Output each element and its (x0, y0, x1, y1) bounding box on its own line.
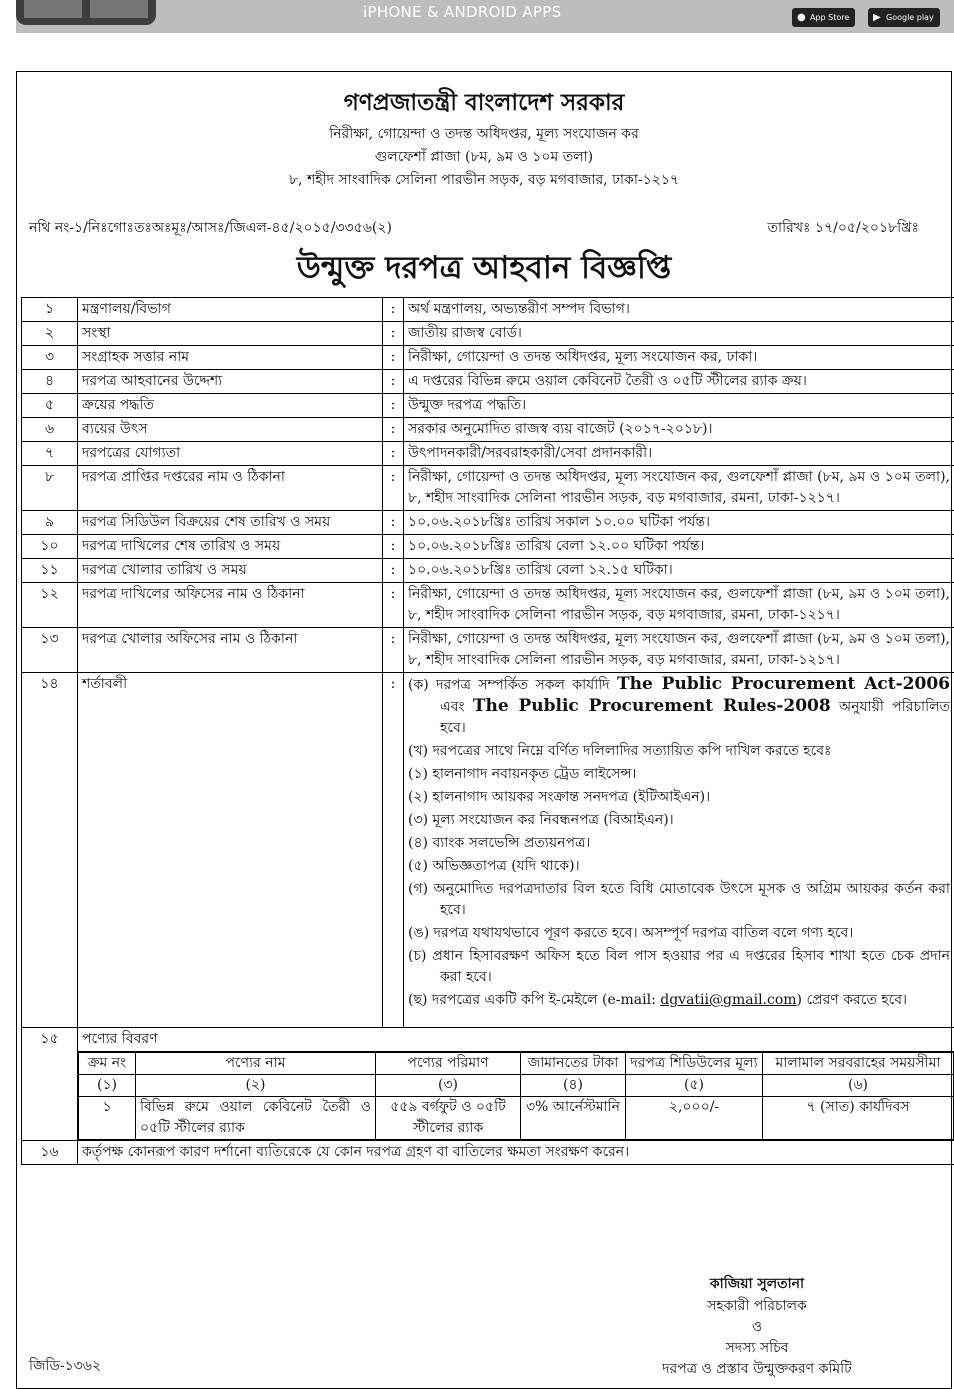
row-colon: : (383, 418, 404, 442)
email-link[interactable]: dgvatii@gmail.com (660, 992, 796, 1008)
goods-table (78, 1052, 954, 1140)
row-number: ১০ (22, 535, 78, 559)
row-number: ১৬ (22, 1141, 78, 1165)
table-row (22, 322, 954, 346)
row-value: অর্থ মন্ত্রণালয়, অভ্যন্তরীণ সম্পদ বিভাগ। (404, 298, 954, 322)
row-colon: : (383, 628, 404, 673)
row-label: মন্ত্রণালয়/বিভাগ (78, 298, 383, 322)
col-number: (৬) (763, 1075, 954, 1097)
govt-title: গণপ্রজাতন্ত্রী বাংলাদেশ সরকার (17, 84, 951, 123)
row-label: দরপত্রের যোগ্যতা (78, 442, 383, 466)
term-5: (চ) প্রধান হিসাবরক্ষণ অফিস হতে বিল পাস হওয়ার পর এ দপ্তরের হিসাব শাখা হতে চেক প্রদান করা হবে। (408, 946, 950, 988)
col-number: (৫) (626, 1075, 763, 1097)
goods-cell-value: ৫৫৯ বর্গফুট ও ০৫টি স্টীলের র‌্যাক (376, 1097, 521, 1140)
row-value: ১০.০৬.২০১৮খ্রিঃ তারিখ সকাল ১০.০০ ঘটিকা পর্যন্ত। (404, 511, 954, 535)
term-4: (ঙ) দরপত্র যথাযথভাবে পূরণ করতে হবে। অসম্পূর্ণ দরপত্র বাতিল বলে গণ্য হবে। (408, 923, 950, 944)
table-row (22, 442, 954, 466)
doc-item-5: (৫) অভিজ্ঞতাপত্র (যদি থাকে)। (408, 856, 950, 877)
col-number: (১) (79, 1075, 136, 1097)
row-value: নিরীক্ষা, গোয়েন্দা ও তদন্ত অধিদপ্তর, মূল্য সংযোজন কর, গুলফেশাঁ প্লাজা (৮ম, ৯ম ও ১০ম তলা), ৮, শহীদ সাংবাদিক সেলিনা পারভীন সড়ক, বড় মগবাজার, রমনা, ঢাকা-১২১৭। (404, 583, 954, 628)
row-number: ১৪ (22, 673, 78, 1028)
row-number: ২ (22, 322, 78, 346)
row-number: ৮ (22, 466, 78, 511)
col-number: (৩) (376, 1075, 521, 1097)
row-label: দরপত্র দাখিলের অফিসের নাম ও ঠিকানা (78, 583, 383, 628)
row-value: নিরীক্ষা, গোয়েন্দা ও তদন্ত অধিদপ্তর, মূল্য সংযোজন কর, গুলফেশাঁ প্লাজা (৮ম, ৯ম ও ১০ম তলা), ৮, শহীদ সাংবাদিক সেলিনা পারভীন সড়ক, বড় মগবাজার, রমনা, ঢাকা-১২১৭। (404, 628, 954, 673)
row-value: এ দপ্তরের বিভিন্ন রুমে ওয়াল কেবিনেট তৈরী ও ০৫টি স্টীলের র‌্যাক ক্রয়। (404, 370, 954, 394)
row-number: ১২ (22, 583, 78, 628)
app-store-badge[interactable]: ● App Store (792, 8, 855, 27)
gd-number: জিডি-১৩৬২ (29, 1354, 101, 1378)
row-colon: : (383, 298, 404, 322)
row-colon: : (383, 583, 404, 628)
table-row (22, 559, 954, 583)
table-row (22, 466, 954, 511)
row-number: ৩ (22, 346, 78, 370)
row-label: ক্রয়ের পদ্ধতি (78, 394, 383, 418)
table-row (22, 535, 954, 559)
notice-date: তারিখঃ ১৭/০৫/২০১৮খ্রিঃ (768, 216, 919, 240)
row-label: দরপত্র খোলার অফিসের নাম ও ঠিকানা (78, 628, 383, 673)
apple-icon: ● (797, 12, 806, 23)
row-value: জাতীয় রাজস্ব বোর্ড। (404, 322, 954, 346)
row-colon: : (383, 370, 404, 394)
row-number: ৯ (22, 511, 78, 535)
col-number: (৪) (521, 1075, 626, 1097)
row-colon: : (383, 535, 404, 559)
doc-item-3: (৩) মূল্য সংযোজন কর নিবন্ধনপত্র (বিআইএন)। (408, 810, 950, 831)
table-row (22, 394, 954, 418)
term-3: (গ) অনুমোদিত দরপত্রদাতার বিল হতে বিধি মোতাবেক উৎসে মূসক ও অগ্রিম আয়কর কর্তন করা হবে। (408, 879, 950, 921)
row-label: দরপত্র সিডিউল বিক্রয়ের শেষ তারিখ ও সময় (78, 511, 383, 535)
terms-cell (404, 673, 954, 1028)
signatory-name: কাজিয়া সুলতানা (627, 1272, 887, 1296)
row-number: ৪ (22, 370, 78, 394)
row-number: ১১ (22, 559, 78, 583)
row-value: উন্মুক্ত দরপত্র পদ্ধতি। (404, 394, 954, 418)
row-label: দরপত্র আহবানের উদ্দেশ্য (78, 370, 383, 394)
row-colon: : (383, 559, 404, 583)
table-row (22, 1028, 954, 1052)
goods-label: পণ্যের বিবরণ (78, 1028, 954, 1052)
term-1: (ক) দরপত্র সম্পর্কিত সকল কার্যাদি The Public Procurement Act-2006 এবং The Public Procurement Rules-2008 অনুযায়ী পরিচালিত হবে। (408, 674, 950, 739)
goods-data-row (79, 1097, 954, 1140)
tender-rows (22, 298, 954, 1165)
row-label: দরপত্র দাখিলের শেষ তারিখ ও সময় (78, 535, 383, 559)
goods-header: জামানতের টাকা (521, 1053, 626, 1075)
row-value: উৎপাদনকারী/সরবরাহকারী/সেবা প্রদানকারী। (404, 442, 954, 466)
goods-cell-value: ১ (79, 1097, 136, 1140)
row-colon: : (383, 346, 404, 370)
building-name: গুলফেশাঁ প্লাজা (৮ম, ৯ম ও ১০ম তলা) (17, 145, 951, 169)
doc-item-2: (২) হালনাগাদ আয়কর সংক্রান্ত সনদপত্র (ইটিআইএন)। (408, 787, 950, 808)
goods-header: পণ্যের পরিমাণ (376, 1053, 521, 1075)
play-icon: ▶ (873, 12, 881, 23)
table-row (22, 628, 954, 673)
row-colon: : (383, 442, 404, 466)
goods-header-row (79, 1053, 954, 1075)
term-2: (খ) দরপত্রের সাথে নিম্নে বর্ণিত দলিলাদির সত্যায়িত কপি দাখিল করতে হবেঃ (408, 741, 950, 762)
address: ৮, শহীদ সাংবাদিক সেলিনা পারভীন সড়ক, বড় মগবাজার, ঢাকা-১২১৭ (17, 168, 951, 192)
row-colon: : (383, 394, 404, 418)
row-label: শর্তাবলী (78, 673, 383, 1028)
apps-banner-text: iPHONE & ANDROID APPS (363, 3, 561, 21)
table-row (22, 583, 954, 628)
row-number: ১৩ (22, 628, 78, 673)
goods-cell-value: ৭ (সাত) কার্যদিবস (763, 1097, 954, 1140)
row-number: ১ (22, 298, 78, 322)
row-value: ১০.০৬.২০১৮খ্রিঃ তারিখ বেলা ১২.১৫ ঘটিকা। (404, 559, 954, 583)
row-colon: : (383, 466, 404, 511)
signatory-committee: দরপত্র ও প্রস্তাব উন্মুক্তকরণ কমিটি (627, 1357, 887, 1381)
col-number: (২) (136, 1075, 376, 1097)
row-number: ৭ (22, 442, 78, 466)
row-value: ১০.০৬.২০১৮খ্রিঃ তারিখ বেলা ১২.০০ ঘটিকা পর্যন্ত। (404, 535, 954, 559)
doc-item-1: (১) হালনাগাদ নবায়নকৃত ট্রেড লাইসেন্স। (408, 764, 950, 785)
goods-header: ক্রম নং (79, 1053, 136, 1075)
row-colon: : (383, 322, 404, 346)
row-label: ব্যয়ের উৎস (78, 418, 383, 442)
goods-header: পণ্যের নাম (136, 1053, 376, 1075)
row-colon: : (383, 511, 404, 535)
goods-cell-value: বিভিন্ন রুমে ওয়াল কেবিনেট তৈরী ও ০৫টি স্টীলের র‌্যাক (136, 1097, 376, 1140)
goods-header: দরপত্র শিডিউলের মূল্য (626, 1053, 763, 1075)
signatory-designation: সহকারী পরিচালক (627, 1294, 887, 1318)
row-value: সরকার অনুমোদিত রাজস্ব ব্যয় বাজেট (২০১৭-২০১৮)। (404, 418, 954, 442)
signatory-and: ও (627, 1315, 887, 1339)
row-label: দরপত্র প্রাপ্তির দপ্তরের নাম ও ঠিকানা (78, 466, 383, 511)
reference-number: নথি নং-১/নিঃগোঃতঃঅঃমূঃ/আসঃ/জিএল-৪৫/২০১৫/৩৩৫৬(২) (29, 216, 392, 240)
google-play-badge[interactable]: ▶ Google play (868, 8, 940, 27)
row-value: নিরীক্ষা, গোয়েন্দা ও তদন্ত অধিদপ্তর, মূল্য সংযোজন কর, গুলফেশাঁ প্লাজা (৮ম, ৯ম ও ১০ম তলা), ৮, শহীদ সাংবাদিক সেলিনা পারভীন সড়ক, বড় মগবাজার, রমনা, ঢাকা-১২১৭। (404, 466, 954, 511)
goods-colnum-row (79, 1075, 954, 1097)
row-number: ৫ (22, 394, 78, 418)
table-row (22, 511, 954, 535)
doc-item-4: (৪) ব্যাংক সলভেন্সি প্রত্যয়নপত্র। (408, 833, 950, 854)
dept-name: নিরীক্ষা, গোয়েন্দা ও তদন্ত অধিদপ্তর, মূল্য সংযোজন কর (17, 122, 951, 146)
goods-table-row (22, 1052, 954, 1141)
table-row (22, 1141, 954, 1165)
goods-cell-value: ৩% আর্নেস্টমানি (521, 1097, 626, 1140)
row-label: সংগ্রাহক সত্তার নাম (78, 346, 383, 370)
signatory-role: সদস্য সচিব (627, 1336, 887, 1360)
notice-title: উন্মুক্ত দরপত্র আহবান বিজ্ঞপ্তি (17, 244, 951, 296)
goods-cell-value: ২,০০০/- (626, 1097, 763, 1140)
table-row (22, 370, 954, 394)
row-label: দরপত্র খোলার তারিখ ও সময় (78, 559, 383, 583)
table-row (22, 298, 954, 322)
tender-table (21, 297, 954, 1165)
table-row (22, 418, 954, 442)
row-value: নিরীক্ষা, গোয়েন্দা ও তদন্ত অধিদপ্তর, মূল্য সংযোজন কর, ঢাকা। (404, 346, 954, 370)
row-value: কর্তৃপক্ষ কোনরূপ কারণ দর্শানো ব্যতিরেকে যে কোন দরপত্র গ্রহণ বা বাতিলের ক্ষমতা সংরক্ষণ করেন। (78, 1141, 954, 1165)
table-row (22, 673, 954, 1028)
row-number: ১৫ (22, 1028, 78, 1141)
row-colon: : (383, 673, 404, 1028)
phone-image (16, 0, 156, 25)
tender-notice (16, 71, 952, 1389)
app-banner (16, 0, 954, 33)
row-label: সংস্থা (78, 322, 383, 346)
goods-header: মালামাল সরবরাহের সময়সীমা (763, 1053, 954, 1075)
row-number: ৬ (22, 418, 78, 442)
term-6: (ছ) দরপত্রের একটি কপি ই-মেইলে (e-mail: dgvatii@gmail.com) প্রেরণ করতে হবে। (408, 990, 950, 1011)
table-row (22, 346, 954, 370)
goods-cell (78, 1052, 954, 1141)
